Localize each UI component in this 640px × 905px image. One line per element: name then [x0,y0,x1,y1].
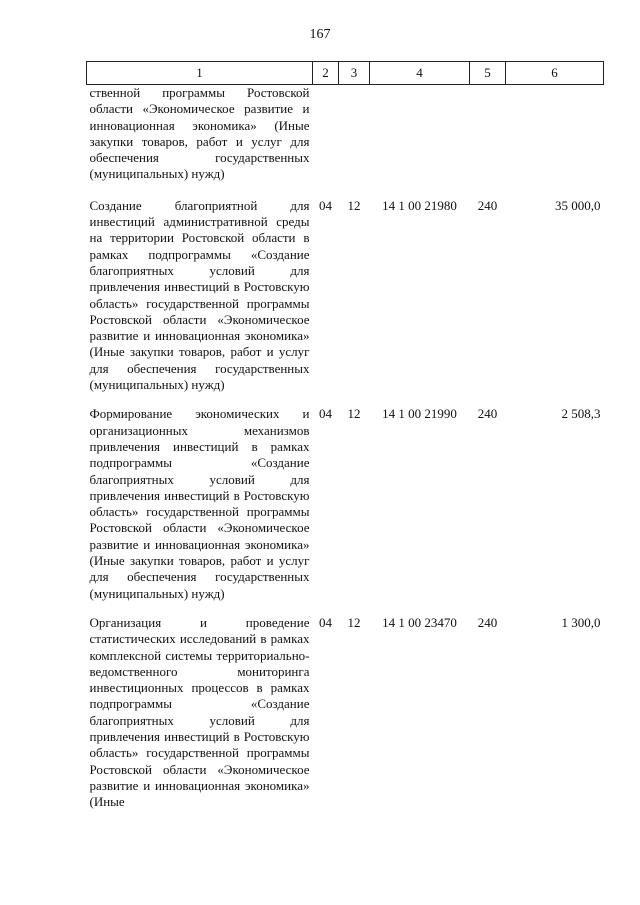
row-subsection-code: 12 [347,197,361,213]
column-header-1: 1 [87,62,313,85]
column-header-6: 6 [506,62,604,85]
row-section-code: 04 [319,406,332,422]
row-subsection-code: 12 [347,614,361,630]
budget-table [86,61,604,823]
row-description: Организация и проведение статистических исследований в рамках комплексной системы территориально-ведомственного мониторинга инвестиционных процессов в рамках подпрограммы «Создание благоприятных условий для привлечения инвестиций в Ростовскую область» государственной программы Ростовской области «Экономическое развитие и инновационная экономика» (Иные [89,614,310,810]
page-number: 167 [309,27,331,42]
column-header-5: 5 [470,62,506,85]
table-row [87,198,604,407]
row-amount: 2 508,3 [561,406,601,422]
row-description: ственной программы Ростовской области «Экономическое развитие и инновационная экономика» (Иные закупки товаров, работ и услуг для обеспечения государственных (муниципальных) нужд) [89,85,310,182]
row-section-code: 04 [319,197,332,213]
column-header-2: 2 [313,62,339,85]
row-amount: 35 000,0 [555,197,601,213]
row-section-code: 04 [319,614,332,630]
row-amount: 1 300,0 [561,614,601,630]
header-row [87,62,604,85]
table-row-continued [87,85,604,198]
table-row [87,615,604,824]
column-header-4: 4 [370,62,470,85]
column-header-3: 3 [339,62,370,85]
row-target-item-code: 14 1 00 21990 [382,406,457,422]
row-description: Создание благоприятной для инвестиций административной среды на территории Ростовской области в рамках подпрограммы «Создание благоприятных условий для привлечения инвестиций в Ростовскую область» государственной программы Ростовской области «Экономическое развитие и инновационная экономика» (Иные закупки товаров, работ и услуг для обеспечения государственных (муниципальных) нужд) [89,197,310,393]
row-expense-type-code: 240 [477,197,498,213]
row-target-item-code: 14 1 00 23470 [382,614,457,630]
row-expense-type-code: 240 [477,406,498,422]
table-row [87,406,604,615]
row-subsection-code: 12 [347,406,361,422]
row-target-item-code: 14 1 00 21980 [382,197,457,213]
row-expense-type-code: 240 [477,614,498,630]
row-description: Формирование экономических и организационных механизмов привлечения инвестиций в рамках подпрограммы «Создание благоприятных условий для привлечения инвестиций в Ростовскую область» государственной программы Ростовской области «Экономическое развитие и инновационная экономика» (Иные закупки товаров, работ и услуг для обеспечения государственных (муниципальных) нужд) [89,406,310,601]
